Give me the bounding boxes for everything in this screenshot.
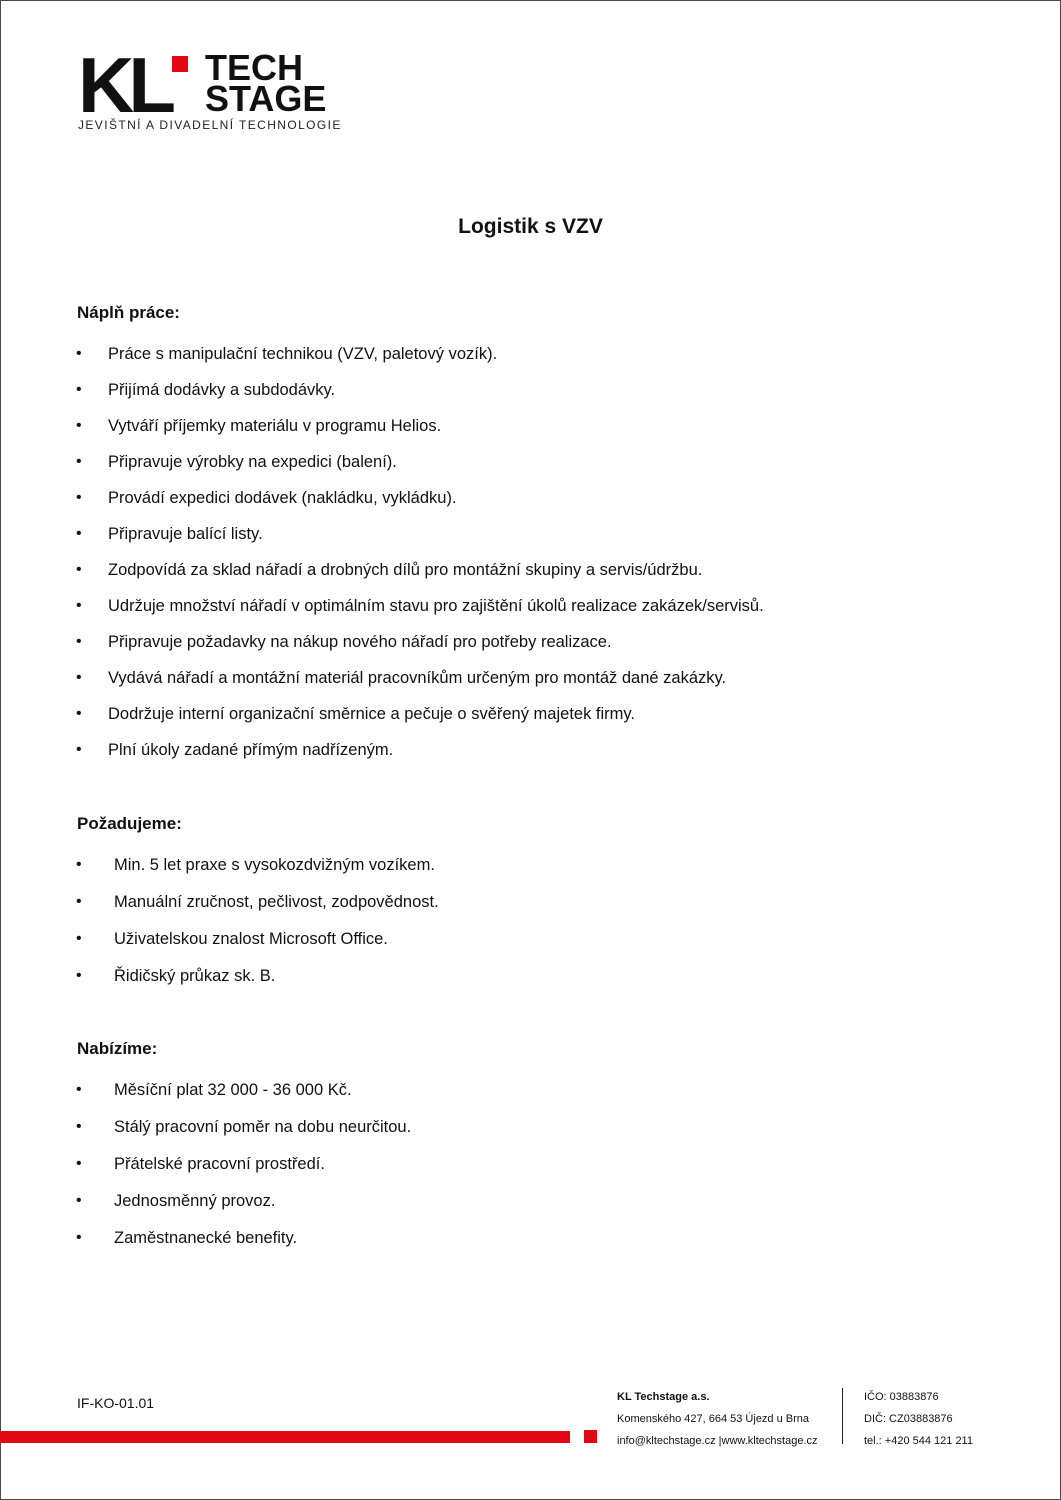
footer-contact: info@kltechstage.cz |www.kltechstage.cz	[617, 1435, 818, 1447]
list-item	[76, 488, 764, 524]
bullet-icon: •	[76, 1229, 82, 1246]
footer-tel: tel.: +420 544 121 211	[864, 1435, 973, 1447]
list-item	[76, 1228, 411, 1265]
bullet-icon: •	[76, 893, 82, 910]
list-item-text: Uživatelskou znalost Microsoft Office.	[114, 930, 388, 948]
list-item	[76, 632, 764, 668]
bullet-icon: •	[76, 381, 82, 398]
footer-address: Komenského 427, 664 53 Újezd u Brna	[617, 1413, 810, 1425]
footer-dic: DIČ: CZ03883876	[864, 1413, 953, 1425]
list-item-text: Vydává nářadí a montážní materiál pracovníkům určeným pro montáž dané zakázky.	[108, 669, 727, 687]
list-item-text: Dodržuje interní organizační směrnice a pečuje o svěřený majetek firmy.	[108, 705, 636, 723]
list-item	[76, 1154, 411, 1191]
section-heading-offer: Nabízíme:	[77, 1039, 158, 1058]
logo-line-tech: TECH	[205, 47, 303, 88]
logo-mark: KL	[78, 41, 170, 129]
list-item	[76, 1191, 411, 1228]
bullet-icon: •	[76, 489, 82, 506]
list-item-text: Přijímá dodávky a subdodávky.	[108, 381, 336, 399]
bullet-icon: •	[76, 525, 82, 542]
list-item-text: Manuální zručnost, pečlivost, zodpovědnost.	[114, 893, 439, 911]
document-code: IF-KO-01.01	[77, 1395, 155, 1411]
offer-list	[76, 1080, 411, 1265]
footer-company-info	[617, 1386, 818, 1452]
list-item	[76, 668, 764, 704]
list-item	[76, 380, 764, 416]
document-title: Logistik s VZV	[458, 215, 603, 238]
list-item	[76, 452, 764, 488]
section-heading-requirements: Požadujeme:	[77, 814, 182, 833]
list-item-text: Plní úkoly zadané přímým nadřízeným.	[108, 741, 394, 759]
bullet-icon: •	[76, 741, 82, 758]
list-item	[76, 966, 439, 1003]
list-item-text: Min. 5 let praxe s vysokozdvižným vozíkem.	[114, 856, 435, 874]
list-item	[76, 596, 764, 632]
requirements-list	[76, 855, 439, 1003]
logo-tagline: JEVIŠTNÍ A DIVADELNÍ TECHNOLOGIE	[78, 118, 342, 132]
list-item	[76, 1080, 411, 1117]
list-item-text: Stálý pracovní poměr na dobu neurčitou.	[114, 1118, 412, 1136]
list-item-text: Připravuje balící listy.	[108, 525, 263, 543]
bullet-icon: •	[76, 1118, 82, 1135]
bullet-icon: •	[76, 597, 82, 614]
bullet-icon: •	[76, 633, 82, 650]
list-item-text: Měsíční plat 32 000 - 36 000 Kč.	[114, 1081, 352, 1099]
list-item-text: Připravuje požadavky na nákup nového nářadí pro potřeby realizace.	[108, 633, 612, 651]
list-item-text: Zodpovídá za sklad nářadí a drobných dílů pro montážní skupiny a servis/údržbu.	[108, 561, 703, 579]
bullet-icon: •	[76, 453, 82, 470]
company-logo	[78, 41, 348, 138]
footer-red-square	[584, 1430, 597, 1443]
bullet-icon: •	[76, 561, 82, 578]
bullet-icon: •	[76, 930, 82, 947]
section-heading-duties: Náplň práce:	[77, 303, 180, 322]
list-item	[76, 929, 439, 966]
list-item-text: Vytváří příjemky materiálu v programu Helios.	[108, 417, 442, 435]
bullet-icon: •	[76, 856, 82, 873]
footer-ico: IČO: 03883876	[864, 1391, 939, 1403]
list-item-text: Udržuje množství nářadí v optimálním stavu pro zajištění úkolů realizace zakázek/servisů.	[108, 597, 764, 615]
list-item-text: Připravuje výrobky na expedici (balení).	[108, 453, 397, 471]
list-item-text: Jednosměnný provoz.	[114, 1192, 276, 1210]
bullet-icon: •	[76, 1192, 82, 1209]
bullet-icon: •	[76, 967, 82, 984]
duties-list	[76, 344, 764, 776]
logo-line-stage: STAGE	[205, 78, 327, 119]
list-item-text: Práce s manipulační technikou (VZV, paletový vozík).	[108, 345, 498, 363]
bullet-icon: •	[76, 345, 82, 362]
list-item-text: Zaměstnanecké benefity.	[114, 1229, 298, 1247]
footer-divider	[842, 1388, 843, 1444]
list-item-text: Řidičský průkaz sk. B.	[114, 967, 276, 985]
list-item	[76, 892, 439, 929]
list-item	[76, 560, 764, 596]
list-item-text: Provádí expedici dodávek (nakládku, vykládku).	[108, 489, 457, 507]
list-item	[76, 416, 764, 452]
list-item-text: Přátelské pracovní prostředí.	[114, 1155, 325, 1173]
bullet-icon: •	[76, 1081, 82, 1098]
list-item	[76, 344, 764, 380]
list-item	[76, 855, 439, 892]
bullet-icon: •	[76, 417, 82, 434]
list-item	[76, 524, 764, 560]
bullet-icon: •	[76, 705, 82, 722]
bullet-icon: •	[76, 669, 82, 686]
list-item	[76, 704, 764, 740]
bullet-icon: •	[76, 1155, 82, 1172]
list-item	[76, 1117, 411, 1154]
list-item	[76, 740, 764, 776]
logo-red-square	[172, 56, 188, 72]
footer-red-bar	[0, 1431, 570, 1443]
footer-company-name: KL Techstage a.s.	[617, 1391, 710, 1403]
footer-company-ids	[864, 1386, 973, 1452]
